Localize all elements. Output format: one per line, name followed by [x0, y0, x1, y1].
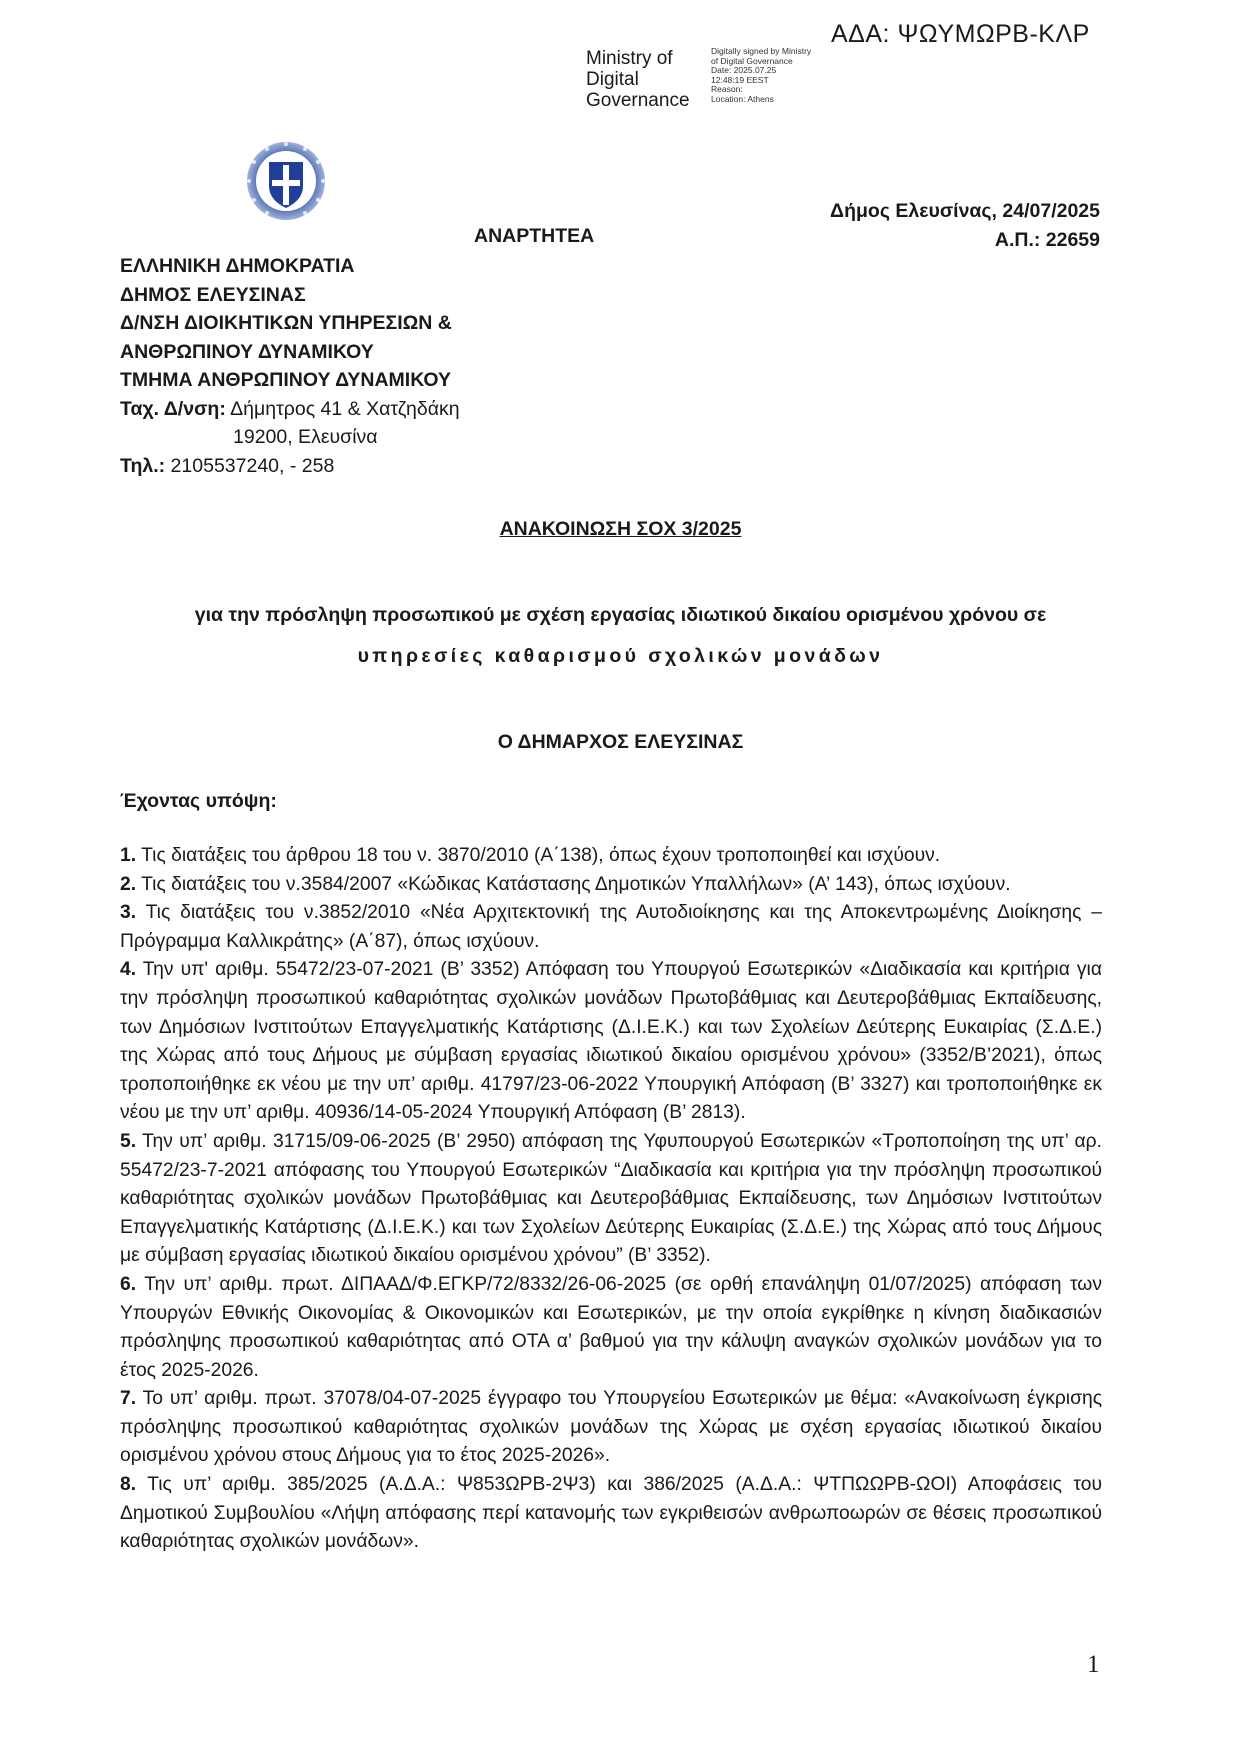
item-text: Τις διατάξεις του ν.3852/2010 «Νέα Αρχιτεκτονική της Αυτοδιοίκησης και της Αποκεντρωμένης Διοίκησης – Πρόγραμμα Καλλικράτης» (Α΄87), όπως ισχύουν.	[120, 902, 1102, 952]
sender-line: ΤΜΗΜΑ ΑΝΘΡΩΠΙΝΟΥ ΔΥΝΑΜΙΚΟΥ	[120, 369, 452, 391]
list-item	[120, 1271, 1102, 1385]
item-number: 4.	[120, 959, 137, 981]
item-text: Την υπ’ αριθμ. 31715/09-06-2025 (Β’ 2950) απόφαση της Υφυπουργού Εσωτερικών «Τροποποίηση της υπ’ αρ. 55472/23-7-2021 απόφασης του Υπουργού Εσωτερικών “Διαδικασία και κριτήρια για την πρόσληψη προσωπικού καθαριότητας σχολικών μονάδων Πρωτοβάθμιας και Δευτεροβάθμιας Εκπαίδευσης, των Δημόσιων Ινστιτούτων Επαγγελματικής Κατάρτισης (Δ.Ι.Ε.Κ.) και των Σχολείων Δεύτερης Ευκαιρίας (Σ.Δ.Ε.) της Χώρας από τους Δήμους με σύμβαση εργασίας ιδιωτικού δικαίου ορισμένου χρόνου” (Β’ 3352).	[120, 1130, 1102, 1267]
signature-org-line: Ministry of	[586, 48, 673, 69]
subtitle-line-2: υπηρεσίες καθαρισμού σχολικών μονάδων	[357, 645, 884, 667]
subtitle-line-1: για την πρόσληψη προσωπικού με σχέση εργασίας ιδιωτικού δικαίου ορισμένου χρόνου σε	[194, 604, 1047, 626]
signature-details	[711, 47, 836, 105]
address-line	[120, 395, 460, 424]
item-text: Την υπ' αριθμ. 55472/23-07-2021 (Β’ 3352) Απόφαση του Υπουργού Εσωτερικών «Διαδικασία και κριτήρια για την πρόσληψη προσωπικού καθαριότητας σχολικών μονάδων Πρωτοβάθμιας και Δευτεροβάθμιας Εκπαίδευσης, των Δημόσιων Ινστιτούτων Επαγγελματικής Κατάρτισης (Δ.Ι.Ε.Κ.) και των Σχολείων Δεύτερης Ευκαιρίας (Σ.Δ.Ε.) της Χώρας από τους Δήμους με σύμβαση εργασίας ιδιωτικού δικαίου ορισμένου χρόνου» (3352/Β’2021), όπως τροποποιήθηκε εκ νέου με την υπ’ αριθμ. 41797/23-06-2022 Υπουργική Απόφαση (Β’ 3327) και τροποποιήθηκε εκ νέου με την υπ’ αριθμ. 40936/14-05-2024 Υπουργική Απόφαση (Β’ 2813).	[120, 959, 1102, 1124]
phone-line	[120, 452, 460, 481]
considerations-list	[120, 842, 1102, 1557]
sender-line: Δ/ΝΣΗ ΔΙΟΙΚΗΤΙΚΩΝ ΥΠΗΡΕΣΙΩΝ &	[120, 312, 452, 334]
item-text: Την υπ’ αριθμ. πρωτ. ΔΙΠΑΑΔ/Φ.ΕΓΚΡ/72/8332/26-06-2025 (σε ορθή επανάληψη 01/07/2025) απόφαση των Υπουργών Εθνικής Οικονομίας & Οικονομικών και Εσωτερικών, με την οποία εγκρίθηκε η κίνηση διαδικασιών πρόσληψης προσωπικού καθαριότητας από ΟΤΑ α’ βαθμού για την κάλυψη αναγκών σχολικών μονάδων για το έτος 2025-2026.	[120, 1273, 1102, 1381]
list-item	[120, 956, 1102, 1128]
mayor-heading: Ο ΔΗΜΑΡΧΟΣ ΕΛΕΥΣΙΝΑΣ	[497, 731, 744, 753]
page-number: 1	[1087, 1651, 1100, 1678]
item-text: Τις υπ’ αριθμ. 385/2025 (Α.Δ.Α.: Ψ853ΩΡΒ-2Ψ3) και 386/2025 (Α.Δ.Α.: ΨΤΠΩΩΡΒ-ΩΟΙ) Αποφάσεις του Δημοτικού Συμβουλίου «Λήψη απόφασης περί κατανομής των εγκριθεισών ανθρωποωρών σε θέσεις προσωπικού καθαριότητας σχολικών μονάδων».	[120, 1474, 1102, 1553]
document-header-right	[830, 197, 1100, 255]
item-number: 7.	[120, 1388, 137, 1410]
signature-meta-line: Reason:	[711, 84, 743, 95]
ada-code: ΑΔΑ: ΨΩΥΜΩΡΒ-ΚΛΡ	[831, 20, 1090, 48]
signature-meta-line: Location: Athens	[711, 93, 774, 104]
list-item	[120, 1385, 1102, 1471]
signature-org-line: Governance	[586, 90, 690, 111]
item-number: 2.	[120, 873, 137, 895]
item-text: Το υπ’ αριθμ. πρωτ. 37078/04-07-2025 έγγραφο του Υπουργείου Εσωτερικών με θέμα: «Ανακοίνωση έγκρισης πρόσληψης προσωπικού καθαριότητας σχολικών μονάδων της Χώρας με σχέση εργασίας ιδιωτικού δικαίου ορισμένου χρόνου στους Δήμους για το έτος 2025-2026».	[120, 1388, 1102, 1467]
signature-org-line: Digital	[586, 69, 639, 90]
signature-meta-line: Digitally signed by Ministry	[711, 46, 812, 56]
considerations-heading: Έχοντας υπόψη:	[120, 790, 277, 812]
sender-line: ΑΝΘΡΩΠΙΝΟΥ ΔΥΝΑΜΙΚΟΥ	[120, 340, 374, 363]
signature-meta-line: 12:48:19 EEST	[711, 74, 769, 85]
item-number: 8.	[120, 1474, 137, 1496]
item-number: 5.	[120, 1130, 137, 1152]
phone-value: 2105537240, - 258	[165, 454, 335, 477]
signature-organization	[586, 48, 696, 111]
announcement-title: ΑΝΑΚΟΙΝΩΣΗ ΣΟΧ 3/2025	[499, 518, 742, 540]
list-item	[120, 1471, 1102, 1557]
signature-meta-line: of Digital Governance	[711, 55, 793, 66]
item-number: 3.	[120, 902, 137, 924]
list-item	[120, 842, 1102, 871]
sender-line: ΔΗΜΟΣ ΕΛΕΥΣΙΝΑΣ	[120, 283, 306, 306]
item-number: 6.	[120, 1273, 137, 1295]
list-item	[120, 871, 1102, 900]
address-line-2: 19200, Ελευσίνα	[233, 426, 378, 448]
address-label: Ταχ. Δ/νση:	[120, 397, 226, 420]
item-text: Τις διατάξεις του ν.3584/2007 «Κώδικας Κατάστασης Δημοτικών Υπαλλήλων» (Α’ 143), όπως ισχύουν.	[141, 873, 1011, 895]
posting-label: ΑΝΑΡΤΗΤΕΑ	[474, 225, 595, 247]
address-value: Δήμητρος 41 & Χατζηδάκη	[225, 397, 460, 420]
greek-emblem-icon	[245, 140, 327, 222]
phone-label: Τηλ.:	[120, 454, 166, 477]
item-text: Τις διατάξεις του άρθρου 18 του ν. 3870/2010 (Α΄138), όπως έχουν τροποποιηθεί και ισχύουν.	[141, 845, 941, 866]
place-date: Δήμος Ελευσίνας, 24/07/2025	[830, 200, 1100, 222]
sender-block	[120, 252, 460, 480]
protocol-number: Α.Π.: 22659	[994, 229, 1100, 251]
list-item	[120, 1128, 1102, 1271]
signature-meta-line: Date: 2025.07.25	[711, 65, 777, 76]
sender-line: ΕΛΛΗΝΙΚΗ ΔΗΜΟΚΡΑΤΙΑ	[120, 255, 355, 277]
item-number: 1.	[120, 845, 137, 866]
list-item	[120, 899, 1102, 956]
